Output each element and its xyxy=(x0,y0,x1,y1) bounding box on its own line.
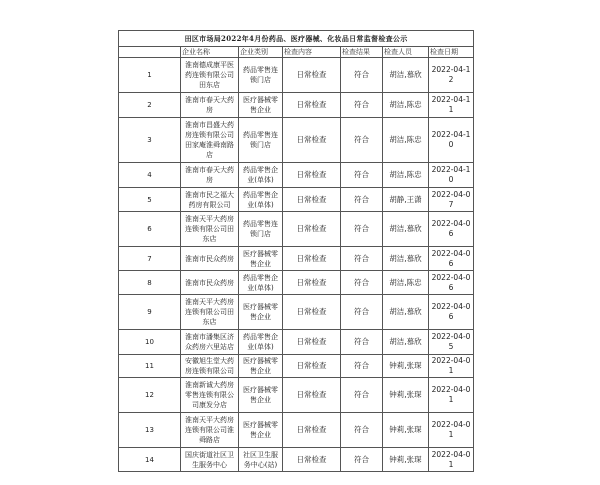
inspection-content: 日常检查 xyxy=(283,188,341,212)
company-category: 医疗器械零售企业 xyxy=(239,247,283,271)
inspection-result: 符合 xyxy=(341,271,383,295)
table-row xyxy=(119,448,474,472)
inspection-personnel: 胡洁,慕欣 xyxy=(383,58,429,93)
header-name: 企业名称 xyxy=(181,47,239,58)
inspection-content: 日常检查 xyxy=(283,118,341,163)
inspection-date: 2022-04-07 xyxy=(429,188,474,212)
inspection-personnel: 钟莉,张琛 xyxy=(383,448,429,472)
company-category: 药品零售连锁门店 xyxy=(239,212,283,247)
inspection-personnel: 钟莉,张琛 xyxy=(383,355,429,378)
company-category: 药品零售连锁门店 xyxy=(239,118,283,163)
inspection-date: 2022-04-06 xyxy=(429,212,474,247)
header-category: 企业类别 xyxy=(239,47,283,58)
inspection-content: 日常检查 xyxy=(283,58,341,93)
inspection-content: 日常检查 xyxy=(283,448,341,472)
company-name: 国庆街道社区卫生服务中心 xyxy=(181,448,239,472)
company-category: 药品零售企业(单体) xyxy=(239,330,283,355)
table-row xyxy=(119,355,474,378)
table-row xyxy=(119,378,474,413)
company-name: 淮南德成康平医药连锁有限公司田东店 xyxy=(181,58,239,93)
header-date: 检查日期 xyxy=(429,47,474,58)
inspection-result: 符合 xyxy=(341,413,383,448)
inspection-date: 2022-04-12 xyxy=(429,58,474,93)
inspection-table xyxy=(118,30,474,472)
inspection-personnel: 钟莉,张琛 xyxy=(383,378,429,413)
inspection-result: 符合 xyxy=(341,355,383,378)
company-name: 淮南市春天大药房 xyxy=(181,163,239,188)
table-row xyxy=(119,58,474,93)
company-category: 医疗器械零售企业 xyxy=(239,413,283,448)
header-personnel: 检查人员 xyxy=(383,47,429,58)
table-row xyxy=(119,295,474,330)
inspection-date: 2022-04-06 xyxy=(429,295,474,330)
inspection-personnel: 胡洁,陈忠 xyxy=(383,118,429,163)
inspection-result: 符合 xyxy=(341,163,383,188)
inspection-content: 日常检查 xyxy=(283,93,341,118)
row-index: 10 xyxy=(119,330,181,355)
inspection-content: 日常检查 xyxy=(283,163,341,188)
company-category: 药品零售企业(单体) xyxy=(239,271,283,295)
inspection-content: 日常检查 xyxy=(283,212,341,247)
company-name: 淮南市民之福大药房有限公司 xyxy=(181,188,239,212)
inspection-date: 2022-04-06 xyxy=(429,247,474,271)
row-index: 6 xyxy=(119,212,181,247)
company-category: 医疗器械零售企业 xyxy=(239,295,283,330)
header-content: 检查内容 xyxy=(283,47,341,58)
inspection-date: 2022-04-10 xyxy=(429,118,474,163)
row-index: 7 xyxy=(119,247,181,271)
company-category: 医疗器械零售企业 xyxy=(239,93,283,118)
row-index: 11 xyxy=(119,355,181,378)
inspection-personnel: 胡洁,慕欣 xyxy=(383,247,429,271)
inspection-date: 2022-04-01 xyxy=(429,355,474,378)
company-category: 药品零售企业(单体) xyxy=(239,163,283,188)
table-row xyxy=(119,247,474,271)
table-row xyxy=(119,212,474,247)
inspection-result: 符合 xyxy=(341,448,383,472)
company-category: 社区卫生服务中心(站) xyxy=(239,448,283,472)
inspection-result: 符合 xyxy=(341,118,383,163)
inspection-result: 符合 xyxy=(341,58,383,93)
inspection-date: 2022-04-01 xyxy=(429,413,474,448)
inspection-personnel: 胡洁,陈忠 xyxy=(383,271,429,295)
table-row xyxy=(119,271,474,295)
inspection-result: 符合 xyxy=(341,247,383,271)
inspection-personnel: 胡洁,陈忠 xyxy=(383,163,429,188)
row-index: 13 xyxy=(119,413,181,448)
table-row xyxy=(119,93,474,118)
company-name: 淮南市潘集区济众药房六里站店 xyxy=(181,330,239,355)
inspection-date: 2022-04-10 xyxy=(429,163,474,188)
inspection-date: 2022-04-11 xyxy=(429,93,474,118)
inspection-table-container xyxy=(118,30,474,472)
company-name: 淮南市民众药房 xyxy=(181,247,239,271)
inspection-date: 2022-04-06 xyxy=(429,271,474,295)
inspection-content: 日常检查 xyxy=(283,378,341,413)
header-result: 检查结果 xyxy=(341,47,383,58)
row-index: 3 xyxy=(119,118,181,163)
table-title: 田区市场局2022年4月份药品、医疗器械、化妆品日常监督检查公示 xyxy=(119,31,474,47)
inspection-content: 日常检查 xyxy=(283,271,341,295)
company-name: 淮南市昌盛大药房连锁有限公司田家庵淮舜南路店 xyxy=(181,118,239,163)
inspection-personnel: 钟莉,张琛 xyxy=(383,413,429,448)
row-index: 2 xyxy=(119,93,181,118)
header-row xyxy=(119,47,474,58)
inspection-date: 2022-04-01 xyxy=(429,378,474,413)
inspection-personnel: 胡洁,慕欣 xyxy=(383,212,429,247)
company-category: 医疗器械零售企业 xyxy=(239,355,283,378)
row-index: 14 xyxy=(119,448,181,472)
row-index: 12 xyxy=(119,378,181,413)
row-index: 4 xyxy=(119,163,181,188)
title-row xyxy=(119,31,474,47)
company-name: 淮南市民众药房 xyxy=(181,271,239,295)
table-row xyxy=(119,413,474,448)
row-index: 5 xyxy=(119,188,181,212)
company-name: 淮南天平大药房连锁有限公司田东店 xyxy=(181,295,239,330)
inspection-personnel: 胡静,王潇 xyxy=(383,188,429,212)
inspection-content: 日常检查 xyxy=(283,413,341,448)
inspection-content: 日常检查 xyxy=(283,295,341,330)
inspection-result: 符合 xyxy=(341,212,383,247)
inspection-content: 日常检查 xyxy=(283,355,341,378)
company-category: 医疗器械零售企业 xyxy=(239,378,283,413)
company-name: 淮南天平大药房连锁有限公司淮舜路店 xyxy=(181,413,239,448)
table-row xyxy=(119,188,474,212)
row-index: 1 xyxy=(119,58,181,93)
inspection-result: 符合 xyxy=(341,330,383,355)
table-row xyxy=(119,163,474,188)
company-name: 淮南天平大药房连锁有限公司田东店 xyxy=(181,212,239,247)
company-category: 药品零售连锁门店 xyxy=(239,58,283,93)
table-row xyxy=(119,118,474,163)
company-name: 淮南新诚大药房零售连锁有限公司康发分店 xyxy=(181,378,239,413)
inspection-content: 日常检查 xyxy=(283,247,341,271)
inspection-date: 2022-04-05 xyxy=(429,330,474,355)
inspection-result: 符合 xyxy=(341,295,383,330)
company-name: 安徽旭生堂大药房连锁有限公司 xyxy=(181,355,239,378)
inspection-personnel: 胡洁,慕欣 xyxy=(383,330,429,355)
inspection-result: 符合 xyxy=(341,188,383,212)
row-index: 9 xyxy=(119,295,181,330)
company-category: 药品零售企业(单体) xyxy=(239,188,283,212)
inspection-personnel: 胡洁,慕欣 xyxy=(383,295,429,330)
company-name: 淮南市春天大药房 xyxy=(181,93,239,118)
inspection-date: 2022-04-01 xyxy=(429,448,474,472)
inspection-result: 符合 xyxy=(341,378,383,413)
inspection-content: 日常检查 xyxy=(283,330,341,355)
row-index: 8 xyxy=(119,271,181,295)
header-index xyxy=(119,47,181,58)
inspection-personnel: 胡洁,陈忠 xyxy=(383,93,429,118)
table-row xyxy=(119,330,474,355)
inspection-result: 符合 xyxy=(341,93,383,118)
